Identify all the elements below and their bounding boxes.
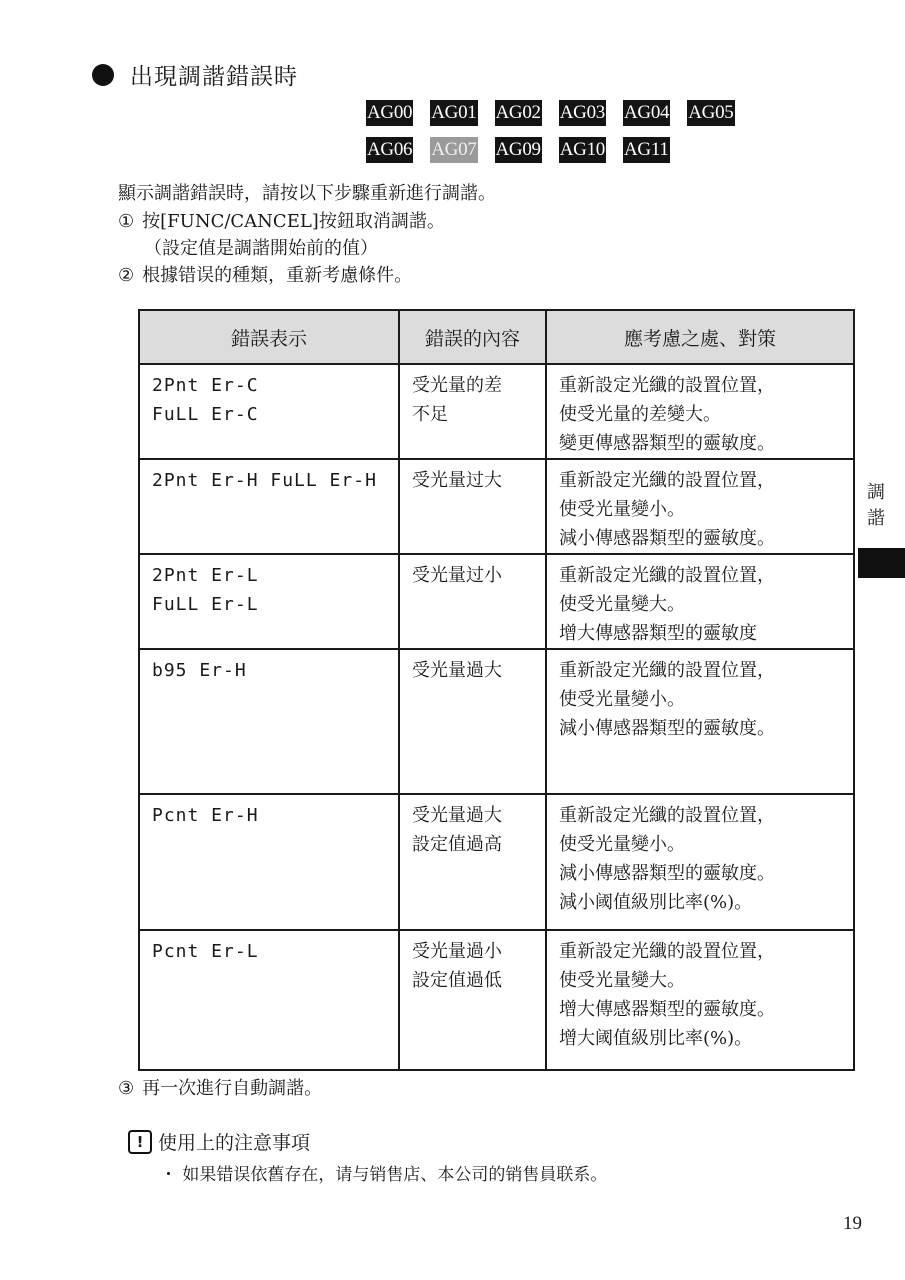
error-code-badge: AG01 bbox=[430, 100, 477, 126]
error-measures-cell bbox=[546, 930, 854, 1070]
error-code-badge: AG02 bbox=[495, 100, 542, 126]
cell-line: 減小傳感器類型的靈敏度。 bbox=[559, 718, 775, 739]
error-display-cell bbox=[139, 930, 399, 1070]
error-code-badge: AG10 bbox=[559, 137, 606, 163]
cell-line: 減小傳感器類型的靈敏度。 bbox=[559, 863, 775, 884]
cell-line: 2Pnt Er-H FuLL Er-H bbox=[152, 470, 377, 491]
step-1-note: （設定值是調諧開始前的值） bbox=[144, 238, 378, 259]
header-display: 錯誤表示 bbox=[139, 310, 399, 364]
notice-item: ・ 如果错误依舊存在，请与销售店、本公司的销售員联系。 bbox=[160, 1165, 608, 1185]
error-code-badge: AG11 bbox=[623, 137, 670, 163]
error-display-cell bbox=[139, 459, 399, 554]
error-measures-cell bbox=[546, 364, 854, 459]
cell-line: 減小阈值級別比率(%)。 bbox=[559, 892, 753, 913]
cell-line: 增大傳感器類型的靈敏度 bbox=[559, 623, 757, 644]
heading-text: 出現調諧錯誤時 bbox=[130, 64, 298, 90]
cell-line: 使受光量的差變大。 bbox=[559, 404, 721, 425]
table-row bbox=[139, 554, 854, 649]
table-header-row bbox=[139, 310, 854, 364]
side-tab-marker bbox=[858, 548, 905, 578]
error-code-badge: AG03 bbox=[559, 100, 606, 126]
cell-line: 受光量过小 bbox=[412, 565, 502, 586]
error-measures-cell bbox=[546, 649, 854, 794]
error-display-cell bbox=[139, 649, 399, 794]
error-code-badge: AG00 bbox=[366, 100, 413, 126]
cell-line: 使受光量變小。 bbox=[559, 689, 685, 710]
cell-line: 受光量過小 bbox=[412, 941, 502, 962]
cell-line: 重新設定光纖的設置位置， bbox=[559, 470, 775, 491]
side-tab-label: 調諧 bbox=[867, 482, 885, 529]
table-row bbox=[139, 459, 854, 554]
cell-line: 使受光量變大。 bbox=[559, 970, 685, 991]
cell-line: 受光量過大 bbox=[412, 805, 502, 826]
cell-line: 使受光量變小。 bbox=[559, 499, 685, 520]
step-3-text: 再一次進行自動調諧。 bbox=[142, 1078, 323, 1099]
step-1-marker: ① bbox=[118, 211, 135, 232]
warning-icon: ! bbox=[128, 1130, 152, 1154]
step-2-marker: ② bbox=[118, 265, 135, 286]
cell-line: 受光量過大 bbox=[412, 660, 502, 681]
error-display-cell bbox=[139, 364, 399, 459]
error-code-badge: AG07 bbox=[430, 137, 477, 163]
header-measures: 應考慮之處、對策 bbox=[546, 310, 854, 364]
cell-line: 重新設定光纖的設置位置， bbox=[559, 941, 775, 962]
cell-line: Pcnt Er-L bbox=[152, 941, 259, 962]
bullet-icon bbox=[92, 64, 114, 86]
cell-line: 2Pnt Er-C bbox=[152, 375, 259, 396]
step-2 bbox=[118, 262, 412, 289]
error-content-cell bbox=[399, 554, 546, 649]
section-heading bbox=[92, 58, 298, 91]
cell-line: FuLL Er-L bbox=[152, 594, 259, 615]
cell-line: Pcnt Er-H bbox=[152, 805, 259, 826]
table-row bbox=[139, 364, 854, 459]
step-2-text: 根據错误的種類，重新考慮條件。 bbox=[142, 265, 413, 286]
cell-line: 重新設定光纖的設置位置， bbox=[559, 805, 775, 826]
cell-line: 設定值過低 bbox=[412, 970, 502, 991]
error-content-cell bbox=[399, 649, 546, 794]
error-code-badge: AG09 bbox=[495, 137, 542, 163]
error-table bbox=[138, 309, 855, 1071]
notice-title: 使用上的注意事項 bbox=[158, 1132, 311, 1154]
cell-line: 增大阈值級別比率(%)。 bbox=[559, 1028, 753, 1049]
cell-line: 2Pnt Er-L bbox=[152, 565, 259, 586]
cell-line: 不足 bbox=[412, 404, 448, 425]
cell-line: FuLL Er-C bbox=[152, 404, 259, 425]
error-codes-row-1 bbox=[366, 100, 735, 126]
error-codes-row-2 bbox=[366, 137, 670, 163]
error-code-badge: AG04 bbox=[623, 100, 670, 126]
cell-line: 設定值過高 bbox=[412, 834, 502, 855]
table-row bbox=[139, 930, 854, 1070]
cell-line: 重新設定光纖的設置位置， bbox=[559, 660, 775, 681]
error-display-cell bbox=[139, 554, 399, 649]
cell-line: 受光量的差 bbox=[412, 375, 502, 396]
error-content-cell bbox=[399, 930, 546, 1070]
table-row bbox=[139, 649, 854, 794]
error-code-badge: AG05 bbox=[687, 100, 734, 126]
error-measures-cell bbox=[546, 554, 854, 649]
step-1-text: 按[FUNC/CANCEL]按鈕取消調諧。 bbox=[142, 211, 445, 232]
error-content-cell bbox=[399, 459, 546, 554]
error-measures-cell bbox=[546, 459, 854, 554]
error-code-badge: AG06 bbox=[366, 137, 413, 163]
intro-text: 顯示調諧錯誤時，請按以下步驟重新進行調諧。 bbox=[118, 183, 496, 204]
cell-line: 使受光量變小。 bbox=[559, 834, 685, 855]
cell-line: 增大傳感器類型的靈敏度。 bbox=[559, 999, 775, 1020]
cell-line: 使受光量變大。 bbox=[559, 594, 685, 615]
table-row bbox=[139, 794, 854, 930]
step-3-marker: ③ bbox=[118, 1078, 135, 1099]
error-content-cell bbox=[399, 794, 546, 930]
step-3 bbox=[118, 1075, 322, 1102]
notice-heading bbox=[128, 1128, 310, 1155]
error-display-cell bbox=[139, 794, 399, 930]
error-measures-cell bbox=[546, 794, 854, 930]
error-content-cell bbox=[399, 364, 546, 459]
step-1 bbox=[118, 208, 445, 235]
cell-line: 減小傳感器類型的靈敏度。 bbox=[559, 528, 775, 549]
header-content: 錯誤的內容 bbox=[399, 310, 546, 364]
cell-line: 重新設定光纖的設置位置， bbox=[559, 375, 775, 396]
cell-line: b95 Er-H bbox=[152, 660, 247, 681]
cell-line: 變更傳感器類型的靈敏度。 bbox=[559, 433, 775, 454]
cell-line: 受光量过大 bbox=[412, 470, 502, 491]
cell-line: 重新設定光纖的設置位置， bbox=[559, 565, 775, 586]
page-number: 19 bbox=[843, 1213, 862, 1234]
